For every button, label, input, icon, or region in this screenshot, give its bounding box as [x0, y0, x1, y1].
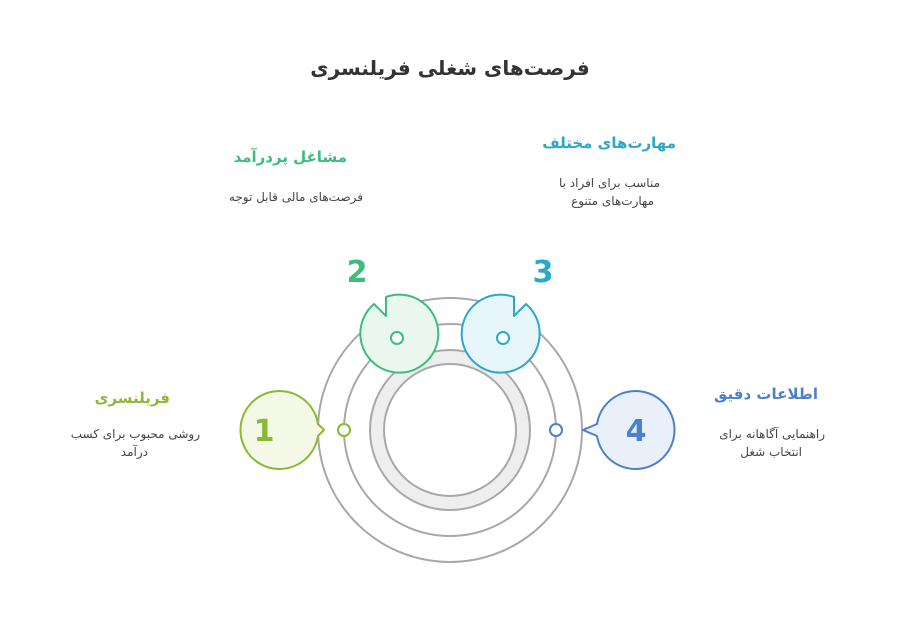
item-4-desc-line1: راهنمایی آگاهانه برای [719, 427, 825, 441]
item-1-desc-line2: درآمد [120, 445, 148, 459]
callout-4-number: 4 [625, 414, 647, 449]
diagram-title: فرصت‌های شغلی فریلنسری [310, 56, 590, 80]
item-4-desc-line2: انتخاب شغل [740, 445, 802, 459]
item-3-desc-line2: مهارت‌های متنوع [571, 194, 654, 208]
ring-dot-1 [338, 424, 350, 436]
callout-1-number: 1 [253, 414, 275, 449]
ring-dot-3 [497, 332, 509, 344]
callout-3-number: 3 [532, 255, 554, 290]
item-3-label: مهارت‌های مختلف [542, 134, 676, 152]
item-4-label: اطلاعات دقیق [714, 385, 818, 403]
item-3-desc-line1: مناسب برای افراد با [558, 176, 660, 190]
callout-2-number: 2 [346, 255, 368, 290]
item-2-desc-line1: فرصت‌های مالی قابل توجه [228, 190, 363, 204]
ring-dot-2 [391, 332, 403, 344]
item-1-desc-line1: روشی محبوب برای کسب [70, 427, 200, 441]
item-2-label: مشاغل پردرآمد [233, 148, 347, 166]
center-circle [384, 364, 516, 496]
item-1-label: فریلنسری [94, 389, 170, 407]
ring-dot-4 [550, 424, 562, 436]
